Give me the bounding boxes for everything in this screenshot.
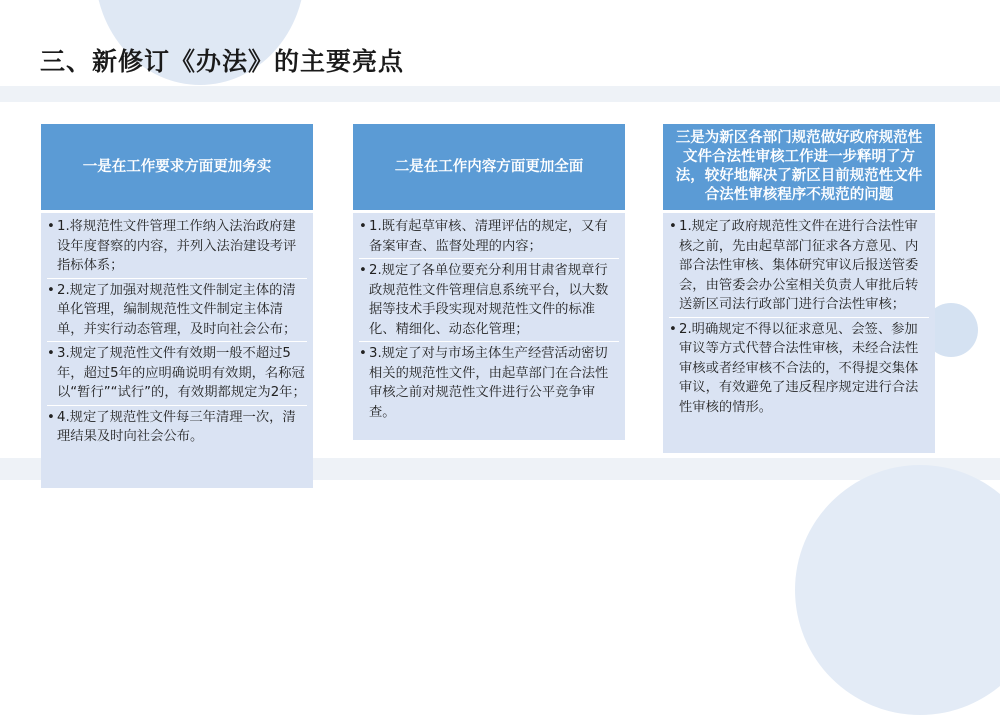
list-item: • 1.规定了政府规范性文件在进行合法性审核之前，先由起草部门征求各方意见、内部合法性审核、集体研究审议后报送管委会，由管委会办公室相关负责人审批后转送新区司法行政部门进行合法性审核；	[669, 217, 929, 318]
column-comprehensive	[353, 124, 625, 440]
decorative-circle-bottom-right	[795, 465, 1000, 715]
page-title: 三、新修订《办法》的主要亮点	[40, 47, 405, 76]
column-heading: 三是为新区各部门规范做好政府规范性文件合法性审核工作进一步释明了方法，较好地解决了新区目前规范性文件合法性审核程序不规范的问题	[663, 124, 935, 210]
list-item: • 1.既有起草审核、清理评估的规定，又有备案审查、监督处理的内容；	[359, 217, 619, 259]
column-practical	[41, 124, 313, 488]
bullet-list	[359, 217, 619, 424]
bullet-list	[47, 217, 307, 449]
column-methods	[663, 124, 935, 453]
column-heading: 二是在工作内容方面更加全面	[353, 124, 625, 210]
column-body	[41, 213, 313, 488]
decorative-band-top	[0, 86, 1000, 102]
column-body	[353, 213, 625, 440]
list-item: • 4.规定了规范性文件每三年清理一次，清理结果及时向社会公布。	[47, 408, 307, 449]
list-item: • 3.规定了对与市场主体生产经营活动密切相关的规范性文件，由起草部门在合法性审核之前对规范性文件进行公平竞争审查。	[359, 344, 619, 424]
list-item: • 2.规定了各单位要充分利用甘肃省规章行政规范性文件管理信息系统平台，以大数据等技术手段实现对规范性文件的标准化、精细化、动态化管理；	[359, 261, 619, 342]
list-item: • 1.将规范性文件管理工作纳入法治政府建设年度督察的内容，并列入法治建设考评指标体系；	[47, 217, 307, 279]
bullet-list	[669, 217, 929, 419]
list-item: • 2.规定了加强对规范性文件制定主体的清单化管理，编制规范性文件制定主体清单，并实行动态管理，及时向社会公布；	[47, 281, 307, 343]
list-item: • 2.明确规定不得以征求意见、会签、参加审议等方式代替合法性审核，未经合法性审核或者经审核不合法的，不得提交集体审议，有效避免了违反程序规定进行合法性审核的情形。	[669, 320, 929, 420]
list-item: • 3.规定了规范性文件有效期一般不超过5年，超过5年的应明确说明有效期，名称冠以“暂行”“试行”的，有效期都规定为2年；	[47, 344, 307, 406]
column-body	[663, 213, 935, 453]
column-heading: 一是在工作要求方面更加务实	[41, 124, 313, 210]
